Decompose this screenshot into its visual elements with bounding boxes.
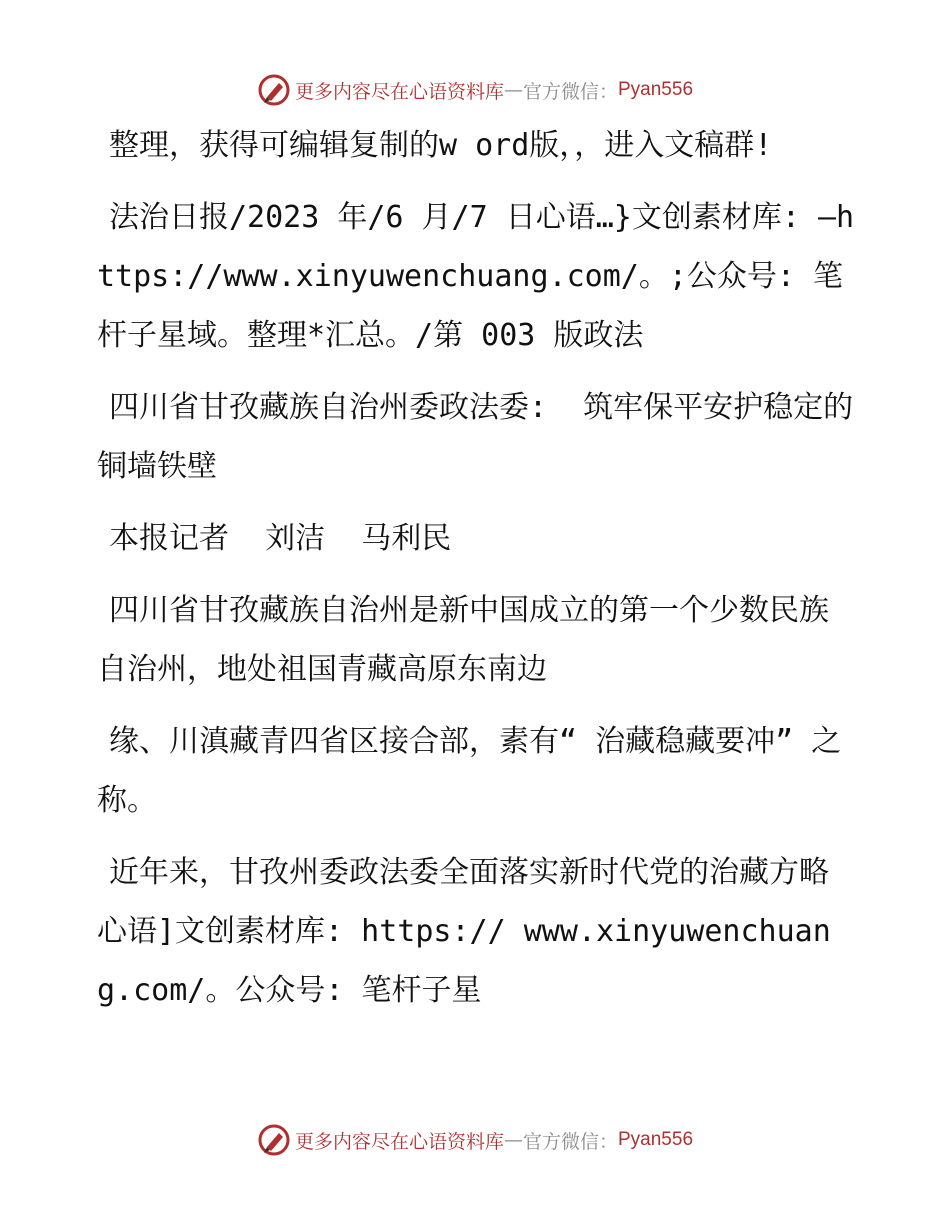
article-byline: 本报记者 刘洁 马利民 xyxy=(109,521,452,556)
pen-nib-logo-icon xyxy=(257,73,291,107)
pen-nib-logo-icon xyxy=(257,1123,291,1157)
footer-wechat-label: 官方微信： xyxy=(522,1130,618,1153)
header-brand: 更多内容尽在心语资料库 xyxy=(294,80,504,103)
paragraph-2: 法治日报/2023 年/6 月/7 日心语…}文创素材库: —https://www.xinyuwenchuang.com/。;公众号: 笔杆子星域。整理*汇总。/第 003 版政法 xyxy=(97,200,855,353)
article-title: 四川省甘孜藏族自治州委政法委: 筑牢保平安护稳定的铜墙铁壁 xyxy=(97,390,854,484)
paragraph-5: 四川省甘孜藏族自治州是新中国成立的第一个少数民族自治州，地处祖国青藏高原东南边 xyxy=(97,593,829,687)
footer-banner xyxy=(0,1120,950,1160)
document-body xyxy=(97,116,857,1033)
header-banner xyxy=(0,70,950,110)
footer-wechat-id: Pyan556 xyxy=(618,1129,694,1150)
header-wechat-label: 官方微信： xyxy=(522,80,618,103)
paragraph-1: 整理，获得可编辑复制的w ord版，，进入文稿群! xyxy=(109,128,773,163)
paragraph-7: 近年来，甘孜州委政法委全面落实新时代党的治藏方略心语]文创素材库: https:// www.xinyuwenchuang.com/。公众号: 笔杆子星 xyxy=(97,855,831,1008)
header-wechat-id: Pyan556 xyxy=(618,79,694,100)
footer-separator: — xyxy=(503,1129,523,1151)
footer-brand: 更多内容尽在心语资料库 xyxy=(294,1130,504,1153)
header-separator: — xyxy=(503,79,523,101)
paragraph-6: 缘、川滇藏青四省区接合部，素有“ 治藏稳藏要冲” 之称。 xyxy=(97,724,842,818)
